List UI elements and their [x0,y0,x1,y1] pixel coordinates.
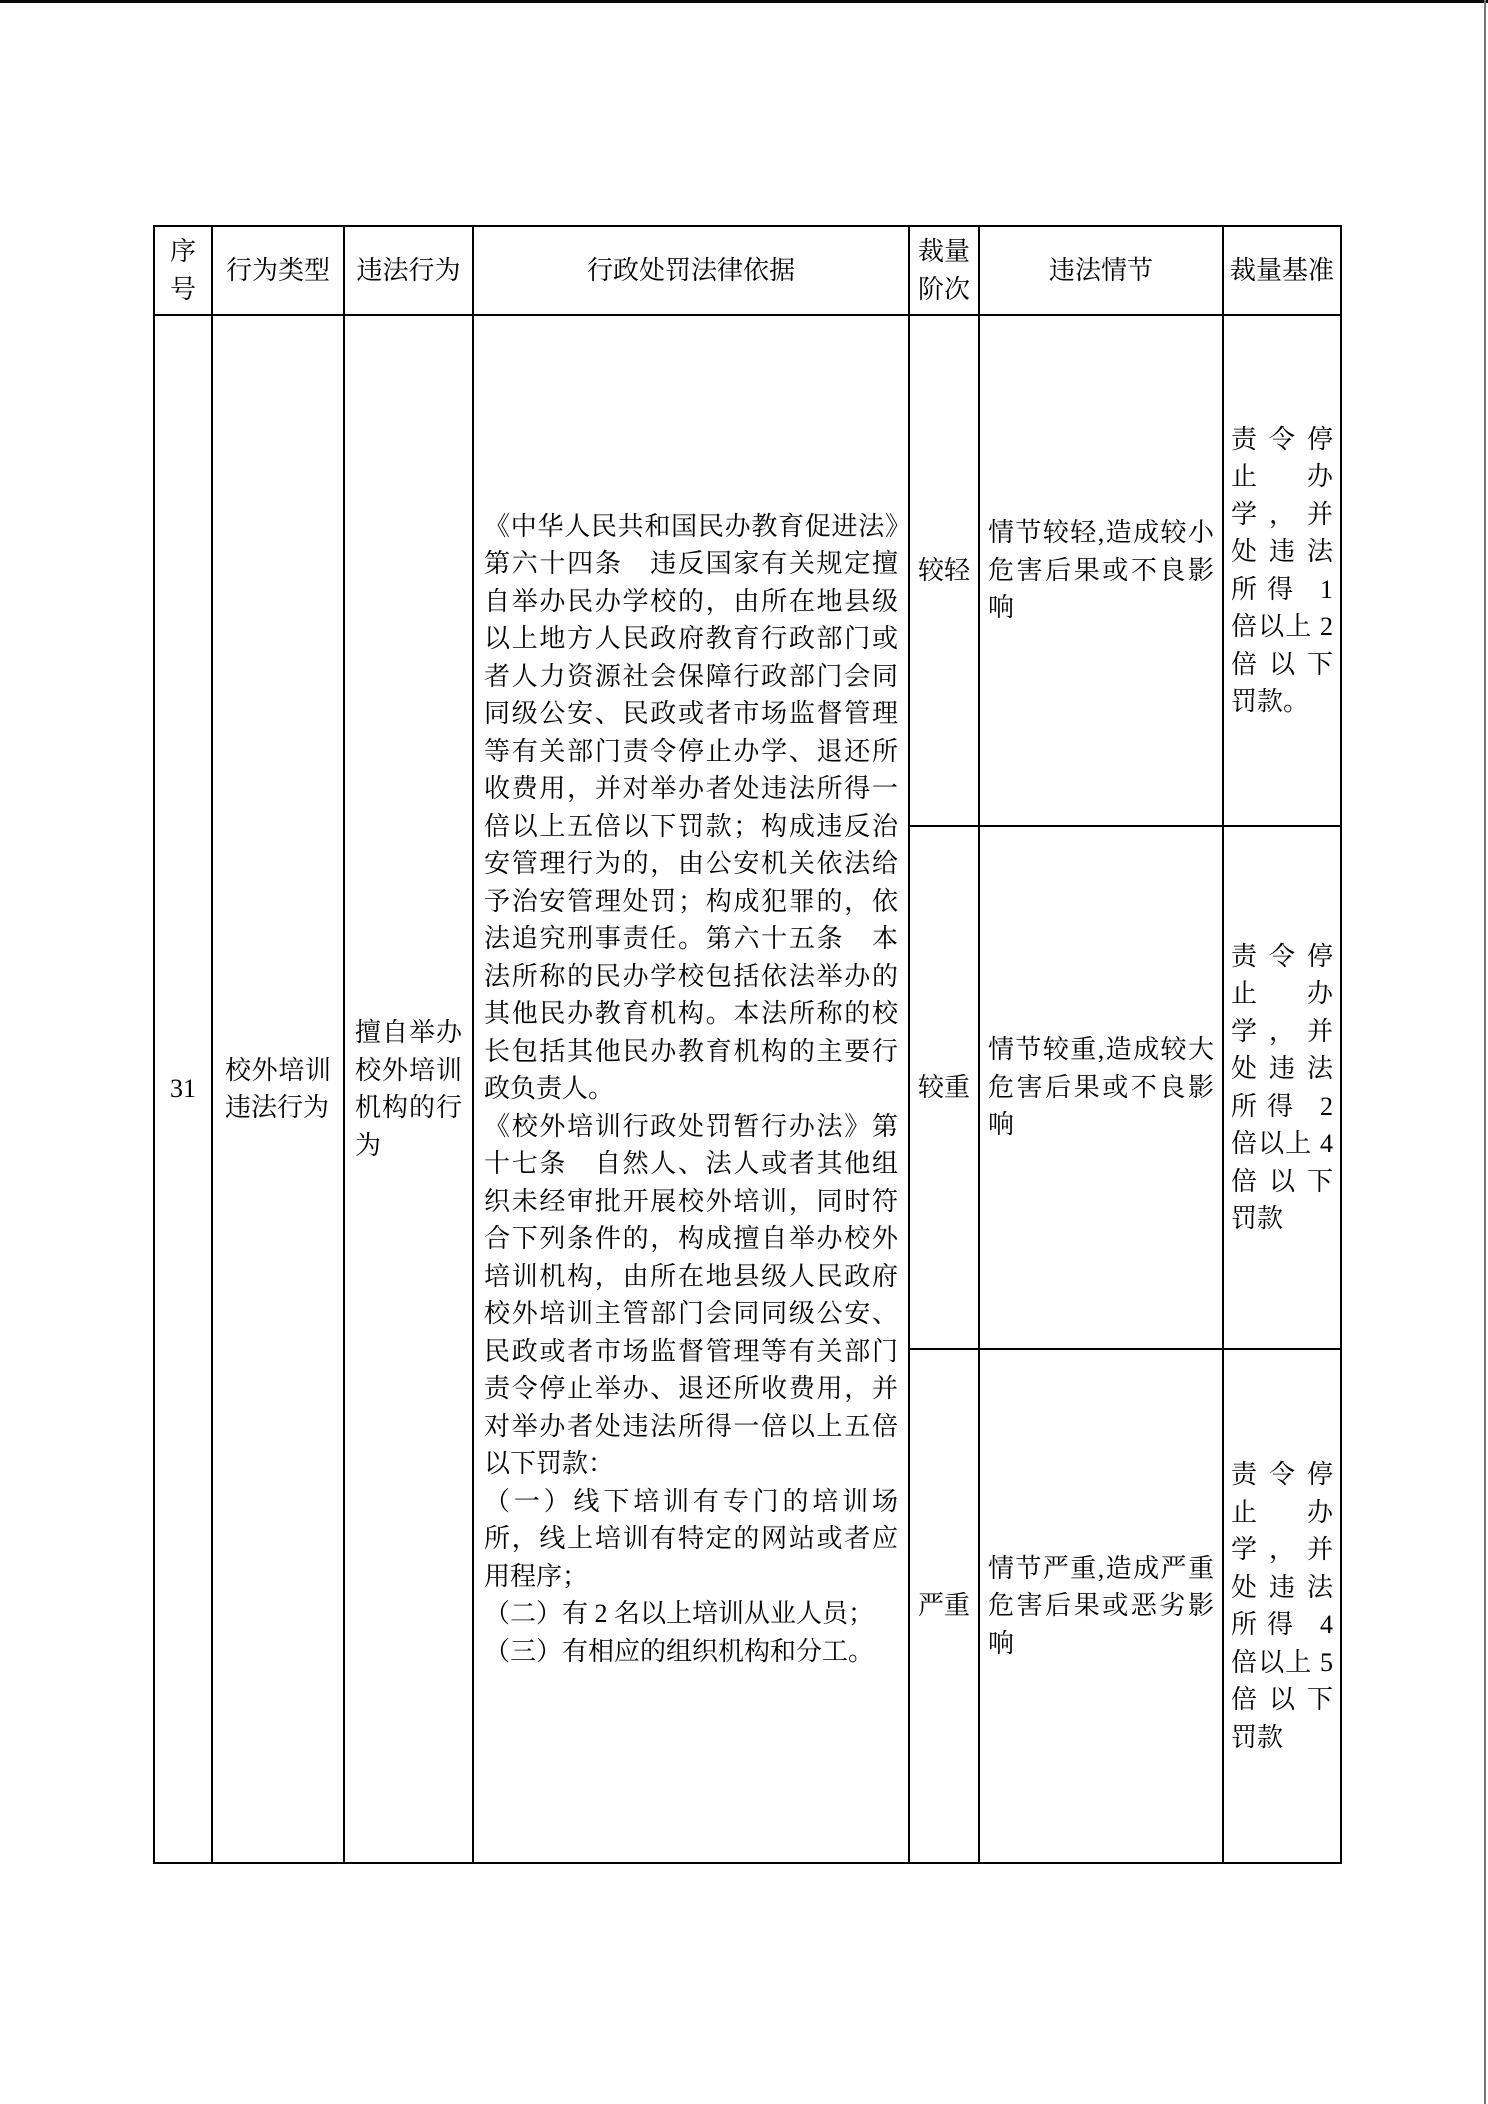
discretion-level-cell: 较轻 [909,315,979,826]
header-discretion-benchmark: 裁量基准 [1223,226,1341,315]
behavior-type-cell: 校外培训违法行为 [212,315,344,1863]
header-behavior-type: 行为类型 [212,226,344,315]
header-illegal-behavior: 违法行为 [344,226,473,315]
legal-basis-paragraph: 《校外培训行政处罚暂行办法》第十七条 自然人、法人或者其他组织未经审批开展校外培训，同时符合下列条件的，构成擅自举办校外培训机构，由所在地县级人民政府校外培训主管部门会同同级公安、民政或者市场监督管理等有关部门责令停止举办、退还所收费用，并对举办者处违法所得一倍以上五倍以下罚款： [484,1111,898,1479]
penalty-discretion-table [153,225,1342,1864]
serial-number-cell: 31 [154,315,212,1863]
legal-basis-paragraph: （一）线下培训有专门的培训场所，线上培训有特定的网站或者应用程序； [484,1486,898,1591]
discretion-benchmark-cell: 责令停止办学，并处违法所得 4 倍以上 5 倍以下罚款 [1223,1349,1341,1863]
table-row-light [154,315,1341,826]
violation-circumstance-cell: 情节较重,造成较大危害后果或不良影响 [979,826,1223,1349]
discretion-benchmark-cell: 责令停止办学，并处违法所得 1 倍以上 2 倍以下罚款。 [1223,315,1341,826]
header-legal-basis: 行政处罚法律依据 [473,226,909,315]
page-top-edge [0,0,1488,3]
discretion-level-cell: 严重 [909,1349,979,1863]
legal-basis-paragraph: 《中华人民共和国民办教育促进法》第六十四条 违反国家有关规定擅自举办民办学校的，由所在地县级以上地方人民政府教育行政部门或者人力资源社会保障行政部门会同同级公安、民政或者市场监督管理等有关部门责令停止办学、退还所收费用，并对举办者处违法所得一倍以上五倍以下罚款；构成违反治安管理行为的，由公安机关依法给予治安管理处罚；构成犯罪的，依法追究刑事责任。第六十五条 本法所称的民办学校包括依法举办的其他民办教育机构。本法所称的校长包括其他民办教育机构的主要行政负责人。 [484,511,898,1104]
discretion-benchmark-cell: 责令停止办学，并处违法所得 2 倍以上 4 倍以下罚款 [1223,826,1341,1349]
header-violation-circumstance: 违法情节 [979,226,1223,315]
legal-basis-cell [473,315,909,1863]
header-serial-number: 序号 [154,226,212,315]
header-discretion-level: 裁量阶次 [909,226,979,315]
legal-basis-paragraph: （三）有相应的组织机构和分工。 [484,1636,875,1666]
legal-basis-paragraph: （二）有 2 名以上培训从业人员； [484,1599,875,1629]
violation-circumstance-cell: 情节较轻,造成较小危害后果或不良影响 [979,315,1223,826]
page-right-edge [1484,0,1486,2104]
discretion-level-cell: 较重 [909,826,979,1349]
illegal-behavior-cell: 擅自举办校外培训机构的行为 [344,315,473,1863]
table-header-row [154,226,1341,315]
violation-circumstance-cell: 情节严重,造成严重危害后果或恶劣影响 [979,1349,1223,1863]
